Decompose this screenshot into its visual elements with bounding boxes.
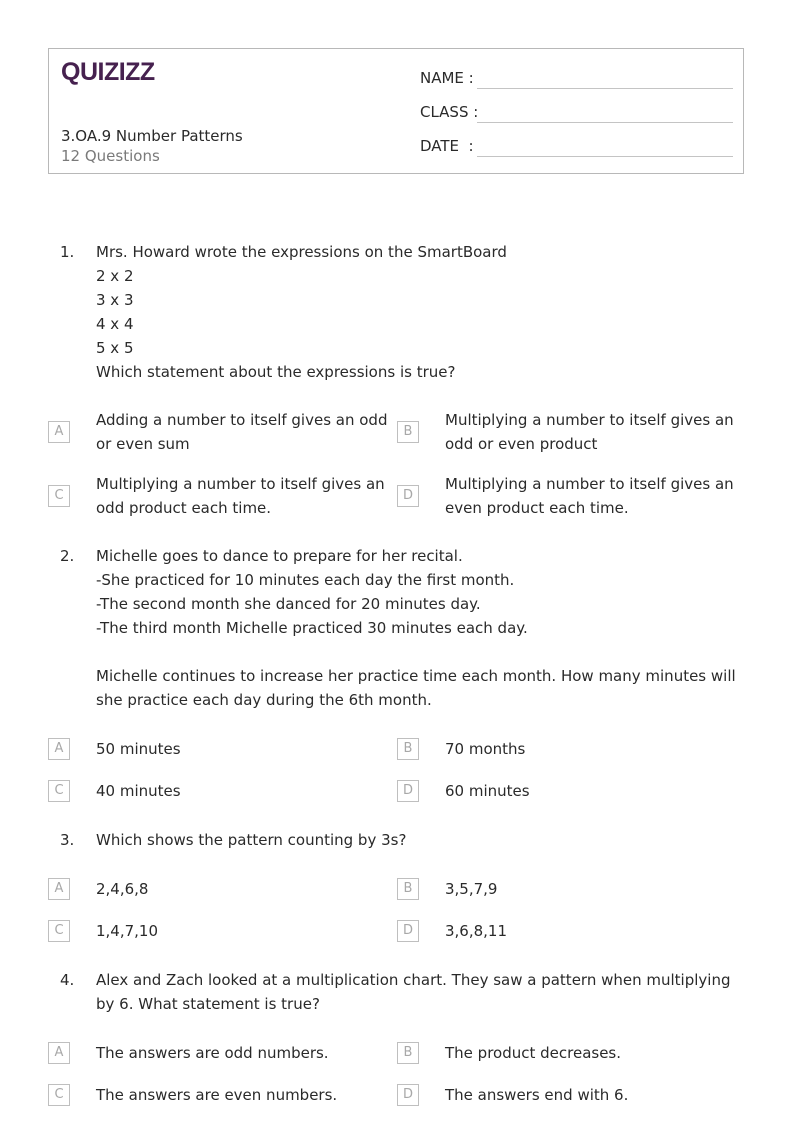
question-line: Which shows the pattern counting by 3s? (96, 831, 407, 849)
date-field[interactable] (420, 136, 733, 160)
question-number: 2. (60, 547, 75, 565)
choice-text: The answers are odd numbers. (96, 1044, 329, 1062)
choice-letter-box[interactable]: A (48, 1042, 70, 1064)
choice-text: Multiplying a number to itself gives an odd product each time. (96, 475, 385, 517)
question-line: 3 x 3 (96, 291, 134, 309)
question-line: -She practiced for 10 minutes each day the first month. (96, 571, 515, 589)
choice-text: 70 months (445, 740, 526, 758)
question-line: 5 x 5 (96, 339, 134, 357)
class-label: CLASS : (420, 103, 479, 121)
choice-letter-box[interactable]: D (397, 780, 419, 802)
question-line: 2 x 2 (96, 267, 134, 285)
question-number: 4. (60, 971, 75, 989)
choice-text: 2,4,6,8 (96, 880, 149, 898)
choice-letter-box[interactable]: B (397, 1042, 419, 1064)
question-line (96, 640, 748, 664)
name-field[interactable] (420, 68, 733, 92)
date-line[interactable] (477, 156, 733, 157)
choice-letter-box[interactable]: B (397, 878, 419, 900)
choice-text: The answers end with 6. (445, 1086, 629, 1104)
choice-text: 3,6,8,11 (445, 922, 508, 940)
question-line: -The third month Michelle practiced 30 minutes each day. (96, 619, 528, 637)
choice-letter-box[interactable]: C (48, 485, 70, 507)
question-count: 12 Questions (61, 147, 160, 165)
question-line: Michelle goes to dance to prepare for her recital. (96, 547, 463, 565)
choice-text: Multiplying a number to itself gives an odd or even product (445, 411, 734, 453)
choice-letter-box[interactable]: D (397, 485, 419, 507)
choice-letter-box[interactable]: C (48, 1084, 70, 1106)
choice-text: 3,5,7,9 (445, 880, 498, 898)
question-text (96, 968, 748, 1016)
class-field[interactable] (420, 102, 733, 126)
question-line: Michelle continues to increase her practice time each month. How many minutes will she practice each day during the 6th month. (96, 667, 736, 709)
question-line: Which statement about the expressions is true? (96, 363, 456, 381)
quizizz-logo: QUIZIZZ (61, 58, 155, 86)
choice-text: Multiplying a number to itself gives an even product each time. (445, 475, 734, 517)
name-label: NAME : (420, 69, 474, 87)
question-number: 3. (60, 831, 75, 849)
choice-text: Adding a number to itself gives an odd or even sum (96, 411, 388, 453)
choice-letter-box[interactable]: D (397, 1084, 419, 1106)
choice-letter-box[interactable]: C (48, 920, 70, 942)
question-line: Alex and Zach looked at a multiplication chart. They saw a pattern when multiplying by 6. What statement is true? (96, 971, 731, 1013)
class-line[interactable] (477, 122, 733, 123)
choice-letter-box[interactable]: C (48, 780, 70, 802)
name-line[interactable] (477, 88, 733, 89)
date-label: DATE : (420, 137, 474, 155)
choice-letter-box[interactable]: B (397, 738, 419, 760)
choice-text: 50 minutes (96, 740, 181, 758)
choice-text: 40 minutes (96, 782, 181, 800)
question-number: 1. (60, 243, 75, 261)
choice-letter-box[interactable]: B (397, 421, 419, 443)
question-line: 4 x 4 (96, 315, 134, 333)
choice-text: 60 minutes (445, 782, 530, 800)
choice-letter-box[interactable]: A (48, 421, 70, 443)
choice-letter-box[interactable]: A (48, 738, 70, 760)
question-line: -The second month she danced for 20 minutes day. (96, 595, 481, 613)
choice-text: 1,4,7,10 (96, 922, 159, 940)
question-text (96, 544, 748, 712)
choice-letter-box[interactable]: D (397, 920, 419, 942)
question-text (96, 240, 748, 384)
question-text (96, 828, 748, 852)
worksheet-header (48, 48, 744, 174)
question-line: Mrs. Howard wrote the expressions on the SmartBoard (96, 243, 507, 261)
choice-text: The product decreases. (445, 1044, 622, 1062)
choice-text: The answers are even numbers. (96, 1086, 338, 1104)
choice-letter-box[interactable]: A (48, 878, 70, 900)
worksheet-title: 3.OA.9 Number Patterns (61, 127, 243, 145)
